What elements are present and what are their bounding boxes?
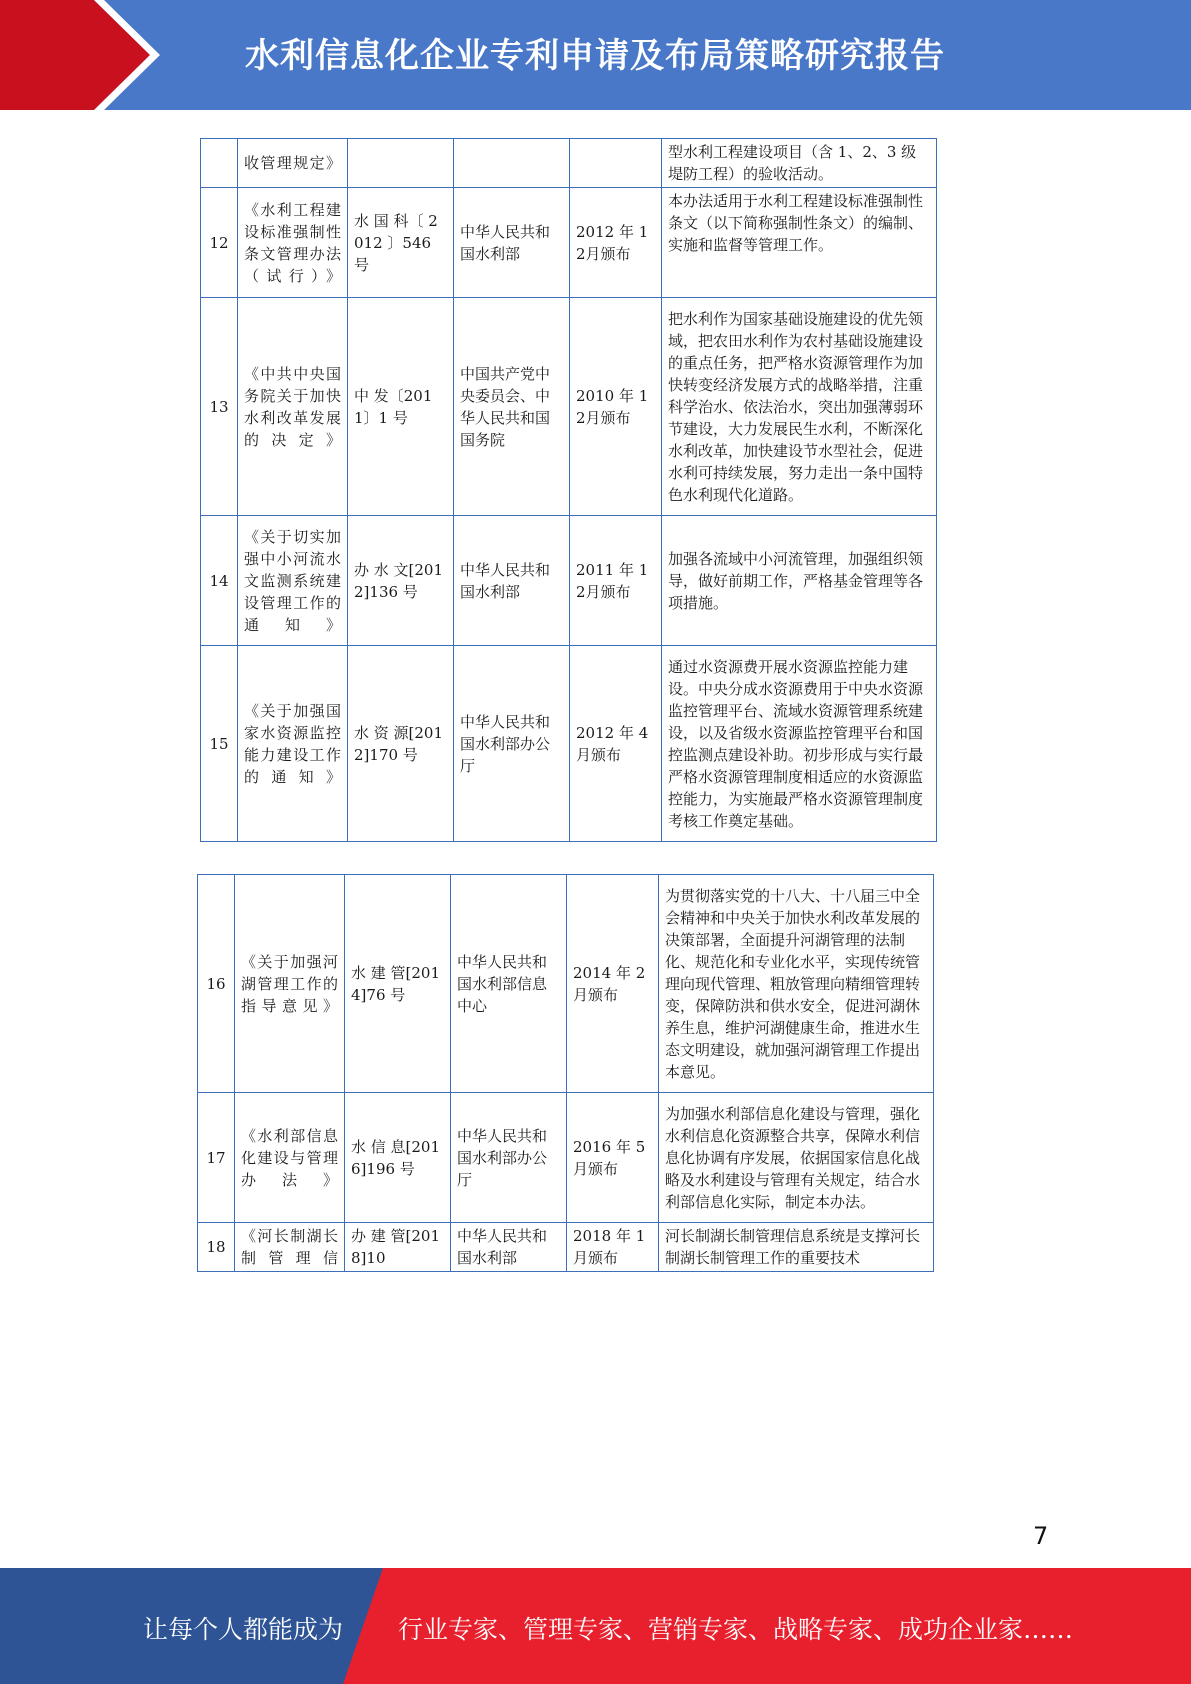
issue-date: 2018 年 1 月颁布 (567, 1223, 659, 1272)
footer-slogan-right: 行业专家、管理专家、营销专家、战略专家、成功企业家…… (398, 1615, 1074, 1644)
table-row (198, 1223, 934, 1272)
report-title: 水利信息化企业专利申请及布局策略研究报告 (245, 36, 945, 76)
page-footer (0, 1568, 1191, 1684)
policy-description: 把水利作为国家基础设施建设的优先领域，把农田水利作为农村基础设施建设的重点任务，把严格水资源管理作为加快转变经济发展方式的战略举措，注重科学治水、依法治水，突出加强薄弱环节建设，大力发展民生水利，不断深化水利改革，加快建设节水型社会，促进水利可持续发展，努力走出一条中国特色水利现代化道路。 (662, 298, 937, 516)
document-number (348, 139, 454, 188)
issuer: 中国共产党中央委员会、中华人民共和国国务院 (454, 298, 570, 516)
footer-slogan-left: 让每个人都能成为 (143, 1615, 344, 1644)
policy-table-part2 (197, 874, 934, 1272)
page-number: 7 (1033, 1522, 1049, 1550)
issuer: 中华人民共和国水利部 (454, 516, 570, 646)
policy-name: 《关于加强国家水资源监控能力建设工作的通知》 (238, 646, 348, 842)
policy-name: 收管理规定》 (238, 139, 348, 188)
issue-date: 2011 年 12月颁布 (570, 516, 662, 646)
table-row (201, 139, 937, 188)
policy-description: 加强各流域中小河流管理，加强组织领导，做好前期工作，严格基金管理等各项措施。 (662, 516, 937, 646)
row-number: 13 (201, 298, 238, 516)
row-number: 15 (201, 646, 238, 842)
issue-date: 2014 年 2 月颁布 (567, 875, 659, 1093)
row-number (201, 139, 238, 188)
table-row (201, 646, 937, 842)
issuer: 中华人民共和国水利部 (451, 1223, 567, 1272)
document-number: 办 水 文[2012]136 号 (348, 516, 454, 646)
table-row (201, 516, 937, 646)
issuer: 中华人民共和国水利部 (454, 188, 570, 298)
issuer: 中华人民共和国水利部信息中心 (451, 875, 567, 1093)
page-header (0, 0, 1191, 110)
document-number: 水 建 管[2014]76 号 (345, 875, 451, 1093)
policy-name: 《关于加强河湖管理工作的指导意见》 (235, 875, 345, 1093)
issuer (454, 139, 570, 188)
issue-date: 2012 年 12月颁布 (570, 188, 662, 298)
document-number: 水 信 息[2016]196 号 (345, 1093, 451, 1223)
policy-name: 《河长制湖长制管理信 (235, 1223, 345, 1272)
issuer: 中华人民共和国水利部办公厅 (451, 1093, 567, 1223)
row-number: 18 (198, 1223, 235, 1272)
issue-date: 2010 年 12月颁布 (570, 298, 662, 516)
policy-description: 本办法适用于水利工程建设标准强制性条文（以下简称强制性条文）的编制、实施和监督等管理工作。 (662, 188, 937, 298)
document-number: 中 发〔2011〕1 号 (348, 298, 454, 516)
policy-name: 《关于切实加强中小河流水文监测系统建设管理工作的通知》 (238, 516, 348, 646)
table-row (198, 1093, 934, 1223)
row-number: 12 (201, 188, 238, 298)
row-number: 16 (198, 875, 235, 1093)
policy-description: 型水利工程建设项目（含 1、2、3 级堤防工程）的验收活动。 (662, 139, 937, 188)
issuer: 中华人民共和国水利部办公厅 (454, 646, 570, 842)
table-row (198, 875, 934, 1093)
row-number: 14 (201, 516, 238, 646)
row-number: 17 (198, 1093, 235, 1223)
issue-date: 2016 年 5 月颁布 (567, 1093, 659, 1223)
policy-name: 《水利部信息化建设与管理办法》 (235, 1093, 345, 1223)
policy-name: 《中共中央国务院关于加快水利改革发展的决定》 (238, 298, 348, 516)
policy-description: 为贯彻落实党的十八大、十八届三中全会精神和中央关于加快水利改革发展的决策部署，全面提升河湖管理的法制化、规范化和专业化水平，实现传统管理向现代管理、粗放管理向精细管理转变，保障防洪和供水安全，促进河湖休养生息，维护河湖健康生命，推进水生态文明建设，就加强河湖管理工作提出本意见。 (659, 875, 934, 1093)
document-number: 水 国 科〔 2012 〕546 号 (348, 188, 454, 298)
issue-date (570, 139, 662, 188)
issue-date: 2012 年 4 月颁布 (570, 646, 662, 842)
policy-name: 《水利工程建设标准强制性条文管理办法（试行）》 (238, 188, 348, 298)
policy-table-part1 (200, 138, 937, 842)
table-row (201, 298, 937, 516)
policy-description: 为加强水利部信息化建设与管理，强化水利信息化资源整合共享，保障水利信息化协调有序发展，依据国家信息化战略及水利建设与管理有关规定，结合水利部信息化实际，制定本办法。 (659, 1093, 934, 1223)
document-number: 办 建 管[2018]10 (345, 1223, 451, 1272)
table-row (201, 188, 937, 298)
policy-description: 通过水资源费开展水资源监控能力建设。中央分成水资源费用于中央水资源监控管理平台、流域水资源管理系统建设，以及省级水资源监控管理平台和国控监测点建设补助。初步形成与实行最严格水资源管理制度相适应的水资源监控能力，为实施最严格水资源管理制度考核工作奠定基础。 (662, 646, 937, 842)
document-number: 水 资 源[2012]170 号 (348, 646, 454, 842)
policy-description: 河长制湖长制管理信息系统是支撑河长制湖长制管理工作的重要技术 (659, 1223, 934, 1272)
